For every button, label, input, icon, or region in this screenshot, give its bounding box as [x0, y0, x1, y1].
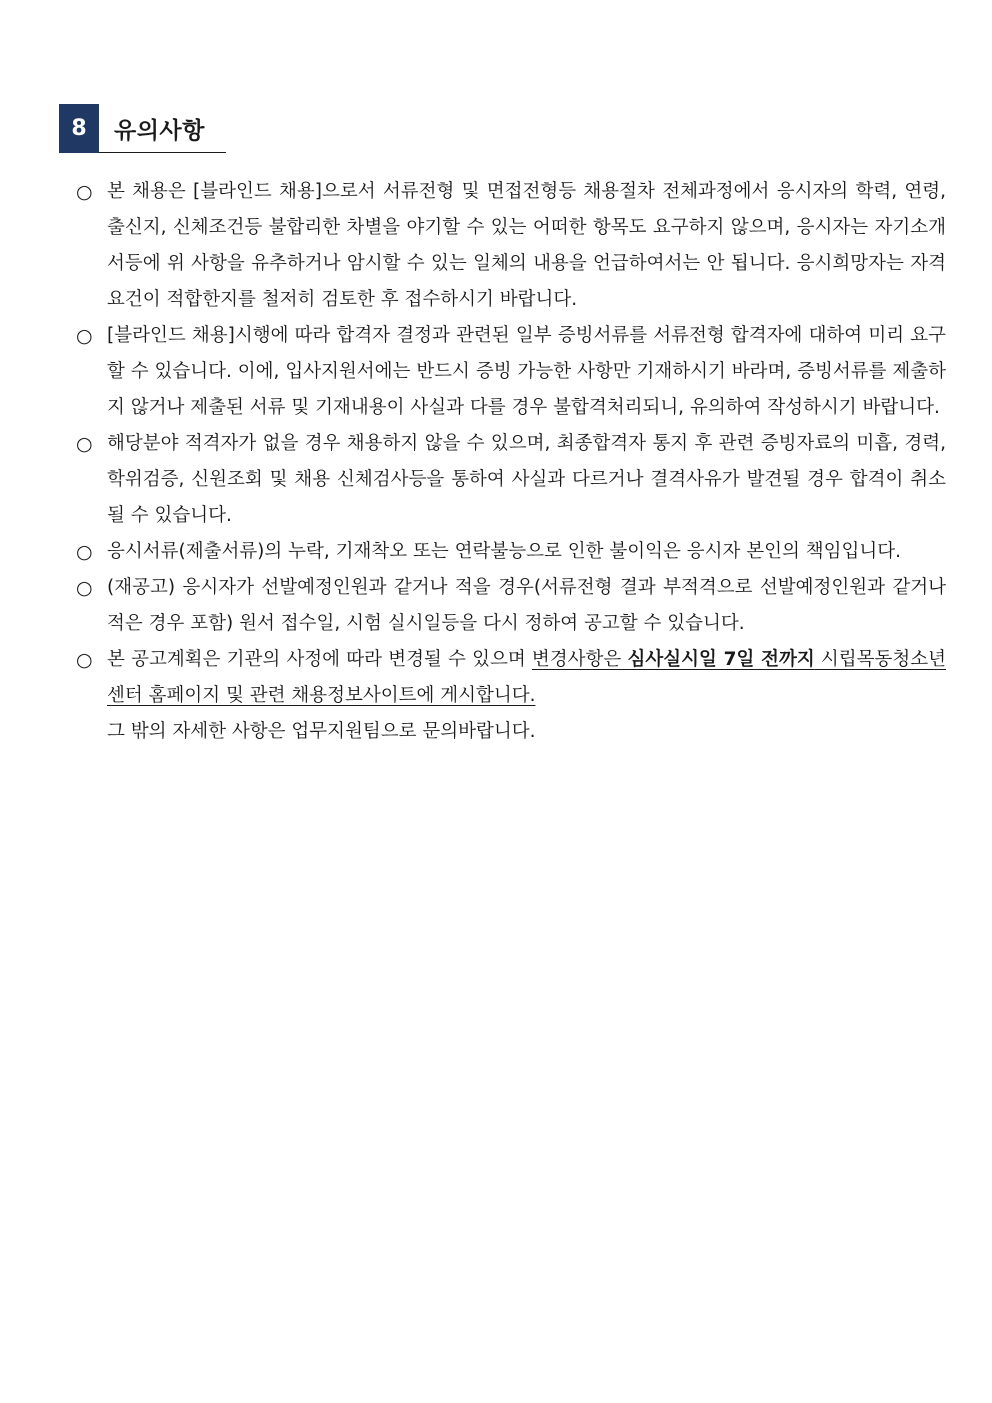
section-title-container — [99, 104, 226, 153]
underlined-post: 시립목동청소년센터 홈페이지 및 관련 채용정보사이트에 게시합니다. — [107, 649, 946, 706]
notice-item-text: 해당분야 적격자가 없을 경우 채용하지 않을 수 있으며, 최종합격자 통지 후 관련 증빙자료의 미흡, 경력, 학위검증, 신원조회 및 채용 신체검사등을 통하여 사실과 다르거나 결격사유가 발견될 경우 합격이 취소될 수 있습니다. — [107, 433, 946, 526]
section-number-badge: 8 — [59, 104, 99, 153]
notice-item-text: [블라인드 채용]시행에 따라 합격자 결정과 관련된 일부 증빙서류를 서류전형 합격자에 대하여 미리 요구할 수 있습니다. 이에, 입사지원서에는 반드시 증빙 가능한 사항만 기재하시기 바라며, 증빙서류를 제출하지 않거나 제출된 서류 및 기재내용이 사실과 다를 경우 불합격처리되니, 유의하여 작성하시기 바랍니다. — [107, 325, 946, 418]
section-header — [59, 104, 226, 153]
section-title: 유의사항 — [114, 117, 205, 144]
notice-item-text: 응시서류(제출서류)의 누락, 기재착오 또는 연락불능으로 인한 불이익은 응시자 본인의 책임입니다. — [107, 541, 901, 562]
circle-bullet-icon: ○ — [76, 181, 93, 203]
circle-bullet-icon: ○ — [76, 577, 93, 599]
circle-bullet-icon: ○ — [76, 433, 93, 455]
underlined-pre: 변경사항은 — [531, 649, 628, 670]
circle-bullet-icon: ○ — [76, 325, 93, 347]
notice-item — [76, 534, 946, 570]
notice-item — [76, 570, 946, 642]
circle-bullet-icon: ○ — [76, 649, 93, 671]
notice-item — [76, 318, 946, 426]
notice-item-text: 본 채용은 [블라인드 채용]으로서 서류전형 및 면접전형등 채용절차 전체과정에서 응시자의 학력, 연령, 출신지, 신체조건등 불합리한 차별을 야기할 수 있는 어떠한 항목도 요구하지 않으며, 응시자는 자기소개서등에 위 사항을 유추하거나 암시할 수 있는 일체의 내용을 언급하여서는 안 됩니다. 응시희망자는 자격요건이 적합한지를 철저히 검토한 후 접수하시기 바랍니다. — [107, 181, 946, 310]
notice-item-last — [76, 642, 946, 714]
notice-plain-text: 본 공고계획은 기관의 사정에 따라 변경될 수 있으며 — [107, 649, 532, 670]
notice-list — [76, 174, 946, 750]
circle-bullet-icon: ○ — [76, 541, 93, 563]
notice-item — [76, 426, 946, 534]
notice-item — [76, 174, 946, 318]
notice-item-text — [107, 642, 946, 714]
deadline-emphasis: 심사실시일 7일 전까지 — [627, 649, 815, 670]
closing-text: 그 밖의 자세한 사항은 업무지원팀으로 문의바랍니다. — [107, 721, 536, 742]
notice-item-text: (재공고) 응시자가 선발예정인원과 같거나 적을 경우(서류전형 결과 부적격으로 선발예정인원과 같거나 적은 경우 포함) 원서 접수일, 시험 실시일등을 다시 정하여 공고할 수 있습니다. — [107, 577, 946, 634]
